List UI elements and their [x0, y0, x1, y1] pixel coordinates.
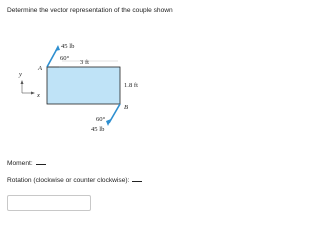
- angle-bottom-label: 60°: [96, 116, 106, 123]
- height-label: 1.8 ft: [124, 82, 138, 89]
- rotation-blank: [132, 176, 142, 182]
- angle-top-label: 60°: [60, 55, 70, 62]
- rectangular-plate: [47, 67, 120, 104]
- point-a-label: A: [38, 65, 43, 72]
- moment-label: Moment:: [7, 160, 33, 167]
- axis-icon: [21, 80, 36, 95]
- axis-y-label: y: [19, 71, 22, 78]
- moment-blank: [36, 159, 46, 165]
- couple-diagram: [0, 0, 200, 160]
- rotation-row: [7, 176, 142, 184]
- force-bottom-label: 45 lb: [91, 126, 105, 133]
- question-prompt: Determine the vector representation of the couple shown: [7, 7, 173, 14]
- answer-input[interactable]: [7, 195, 91, 211]
- axis-x-label: x: [37, 92, 40, 99]
- force-arrow-top: [47, 45, 60, 67]
- width-label: 3 ft: [80, 59, 89, 66]
- moment-row: [7, 159, 46, 167]
- force-top-label: 45 lb: [61, 43, 75, 50]
- force-arrow-bottom: [106, 104, 120, 126]
- point-b-label: B: [124, 104, 129, 111]
- rotation-label: Rotation (clockwise or counter clockwise):: [7, 177, 130, 184]
